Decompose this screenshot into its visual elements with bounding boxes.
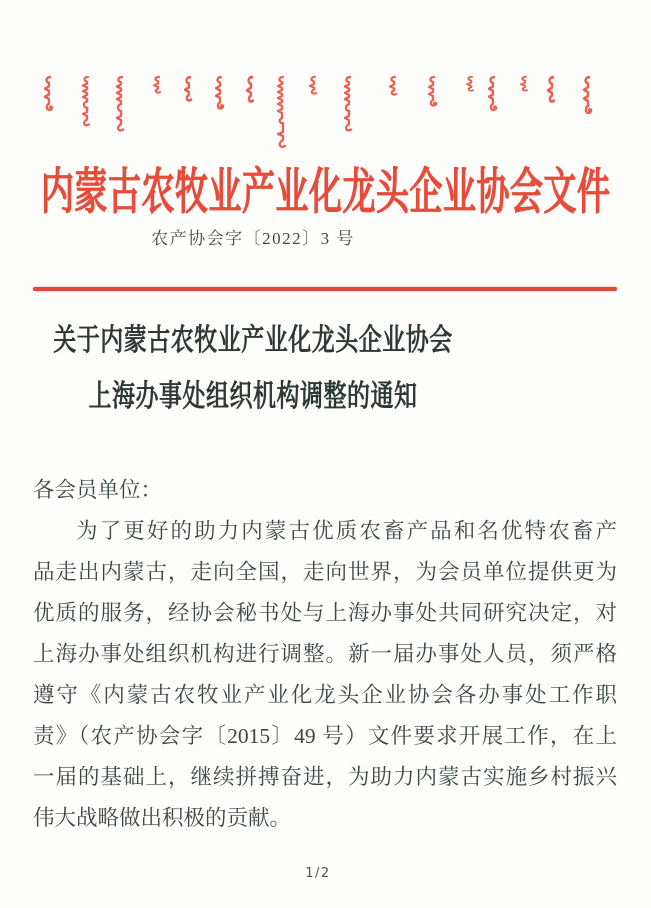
document-title-line2: 上海办事处组织机构调整的通知 xyxy=(88,379,418,413)
body-line: 责》（农产协会字〔2015〕49 号）文件要求开展工作，在上 xyxy=(33,724,617,748)
body-line: 为了更好的助力内蒙古优质农畜产品和名优特农畜产 xyxy=(76,519,617,543)
body-line: 遵守《内蒙古农牧业产业化龙头企业协会各办事处工作职 xyxy=(33,683,617,707)
salutation: 各会员单位： xyxy=(33,478,163,502)
body-line: 优质的服务，经协会秘书处与上海办事处共同研究决定，对 xyxy=(33,601,617,625)
red-divider-line xyxy=(33,287,617,291)
page-number-indicator: 1/2 xyxy=(305,866,331,881)
body-line: 伟大战略做出积极的贡献。 xyxy=(33,806,292,830)
org-masthead-title: 内蒙古农牧业产业化龙头企业协会文件 xyxy=(40,166,611,221)
document-title-line1: 关于内蒙古农牧业产业化龙头企业协会 xyxy=(53,323,453,357)
doc-reference-number: 农产协会字〔2022〕3 号 xyxy=(151,229,355,248)
mongolian-script-icon xyxy=(0,74,651,158)
body-line: 上海办事处组织机构进行调整。新一届办事处人员，须严格 xyxy=(33,642,617,666)
document-body xyxy=(33,470,617,839)
body-line: 一届的基础上，继续拼搏奋进，为助力内蒙古实施乡村振兴 xyxy=(33,765,617,789)
body-line: 品走出内蒙古，走向全国，走向世界，为会员单位提供更为 xyxy=(33,560,617,584)
